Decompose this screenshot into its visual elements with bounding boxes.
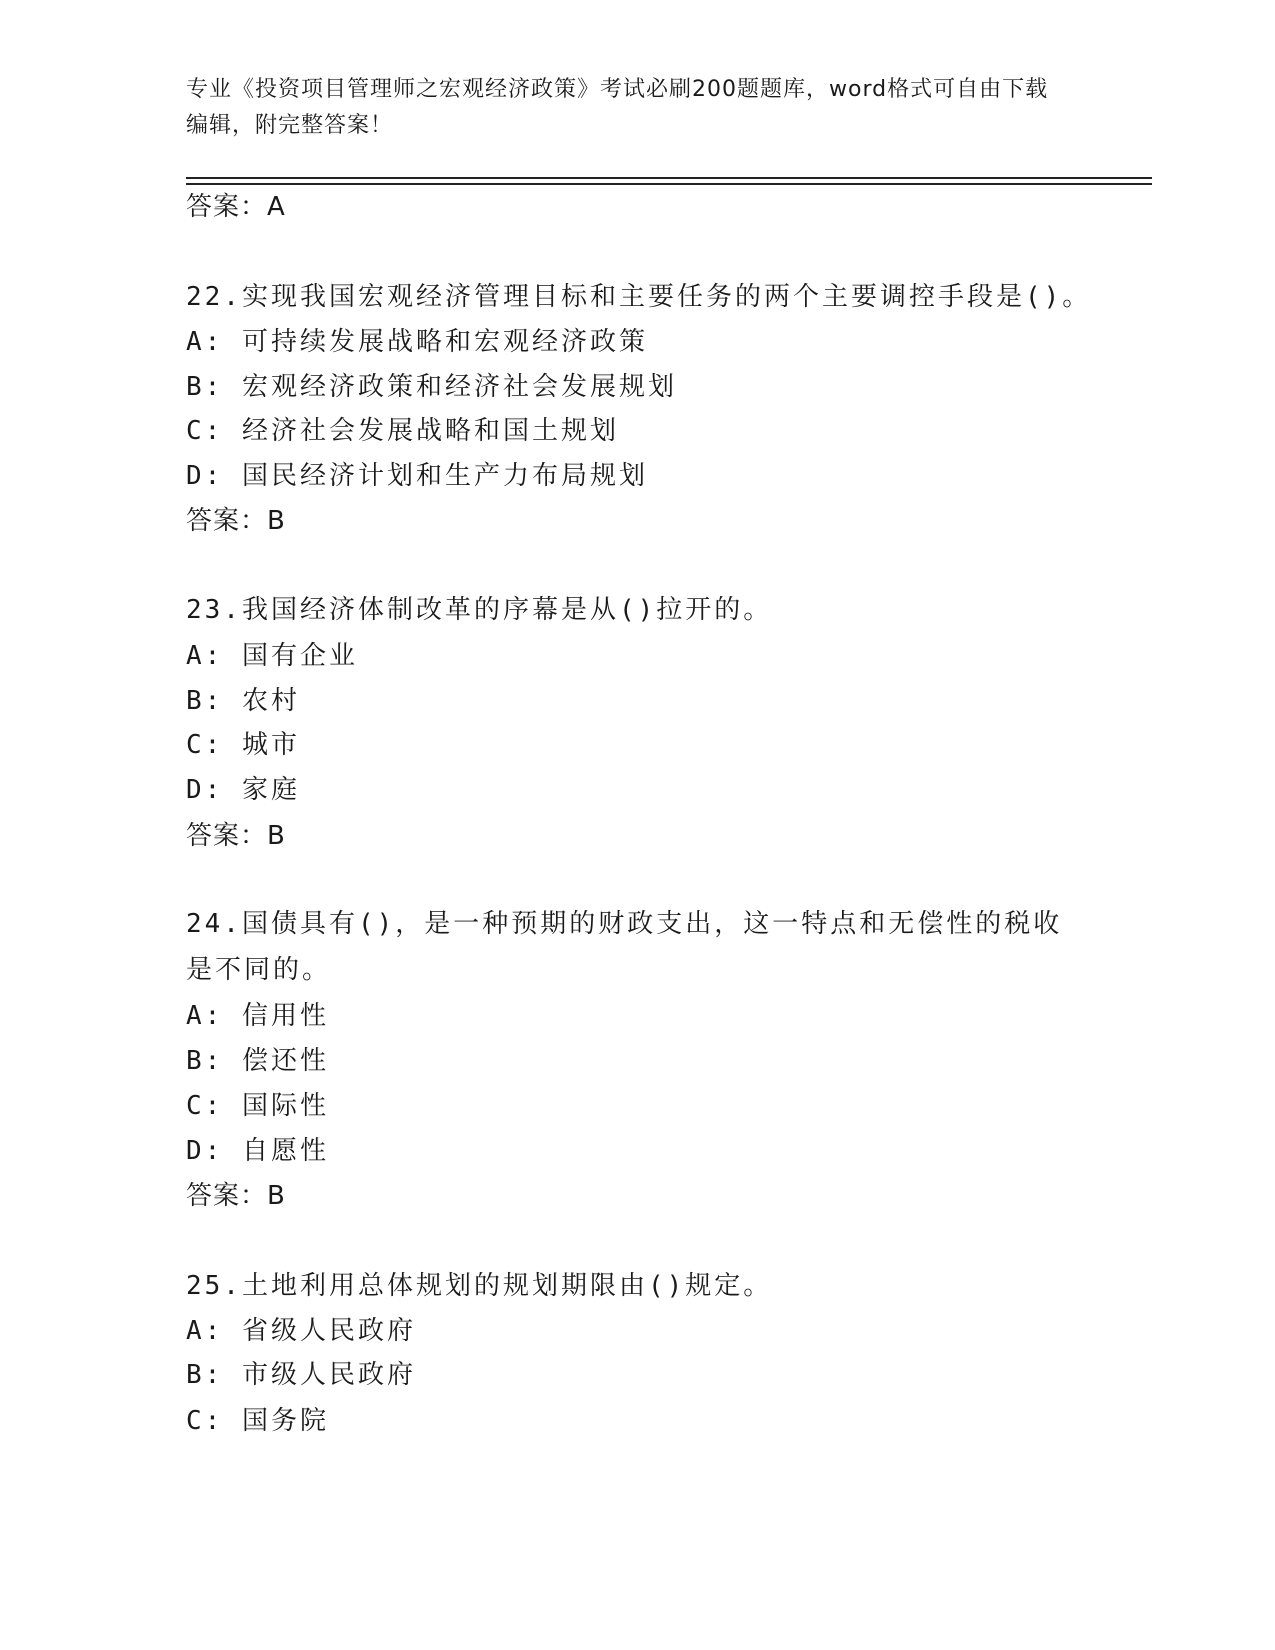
option-a: A: 可持续发展战略和宏观经济政策: [186, 327, 648, 357]
question-stem: 23.我国经济体制改革的序幕是从()拉开的。: [186, 595, 773, 625]
header-divider-top: [186, 177, 1152, 179]
document-header: 专业《投资项目管理师之宏观经济政策》考试必刷200题题库，word格式可自由下载编辑，附完整答案！: [186, 77, 1049, 138]
answer-line: 答案：B: [186, 1181, 286, 1211]
option-c: C: 国际性: [186, 1091, 329, 1121]
answer-line: 答案：A: [186, 192, 286, 222]
option-b: B: 偿还性: [186, 1046, 329, 1076]
option-c: C: 国务院: [186, 1406, 329, 1436]
option-d: D: 自愿性: [186, 1136, 329, 1166]
answer-line: 答案：B: [186, 821, 286, 851]
option-a: A: 信用性: [186, 1001, 329, 1031]
question-stem: 25.土地利用总体规划的规划期限由()规定。: [186, 1271, 773, 1301]
option-d: D: 国民经济计划和生产力布局规划: [186, 461, 648, 491]
header-divider-bottom: [186, 183, 1152, 185]
option-d: D: 家庭: [186, 775, 300, 805]
option-a: A: 国有企业: [186, 641, 358, 671]
option-b: B: 农村: [186, 686, 300, 716]
question-stem: 22.实现我国宏观经济管理目标和主要任务的两个主要调控手段是()。: [186, 282, 1092, 312]
answer-line: 答案：B: [186, 506, 286, 536]
option-b: B: 宏观经济政策和经济社会发展规划: [186, 372, 677, 402]
question-stem: 24.国债具有()，是一种预期的财政支出，这一特点和无偿性的税收是不同的。: [186, 909, 1063, 985]
option-c: C: 经济社会发展战略和国土规划: [186, 416, 619, 446]
option-c: C: 城市: [186, 730, 300, 760]
option-b: B: 市级人民政府: [186, 1360, 416, 1390]
option-a: A: 省级人民政府: [186, 1316, 416, 1346]
